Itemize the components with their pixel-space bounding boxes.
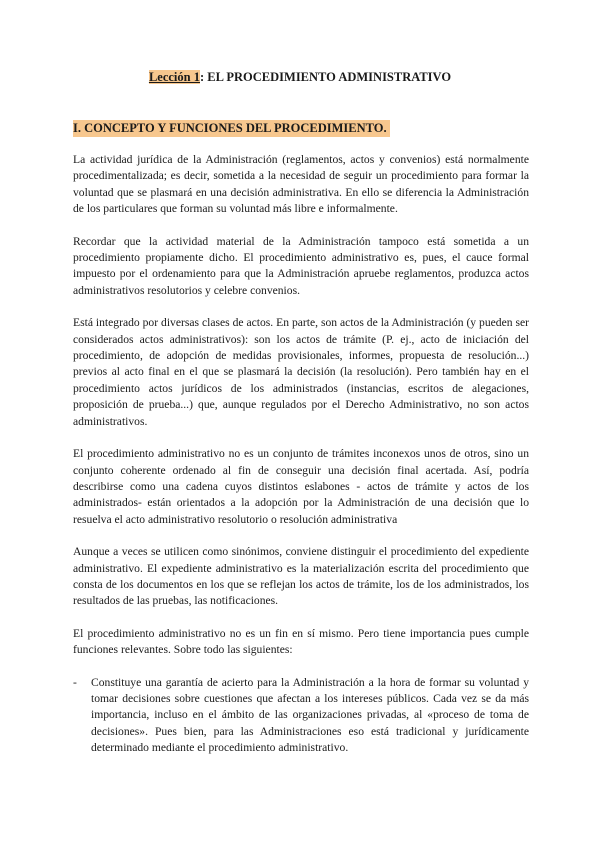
title-text: : EL PROCEDIMIENTO ADMINISTRATIVO — [199, 70, 452, 84]
paragraph: Recordar que la actividad material de la Administración tampoco está sometida a un procedimiento propiamente dicho. El procedimiento administrativo es, pues, el cauce formal impuesto por el ordenamiento para que la Administración apruebe reglamentos, produzca actos administrativos resolutorios y celebre convenios. — [73, 234, 529, 297]
functions-list — [73, 675, 529, 757]
page-title — [0, 70, 600, 85]
paragraph: Aunque a veces se utilicen como sinónimos, conviene distinguir el procedimiento del expediente administrativo. El expediente administrativo es la materialización escrita del procedimiento que consta de los documentos en los que se reflejan los actos de trámite, los de los administrados, los resultados de las pruebas, las notificaciones. — [73, 545, 529, 608]
paragraph: Está integrado por diversas clases de actos. En parte, son actos de la Administración (y pueden ser considerados actos administrativos): son los actos de trámite (P. ej., acto de iniciación del procedimiento, de adopción de medidas provisionales, informes, propuesta de resolución...) previos al acto final en el que se plasmará la decisión (la resolución). Pero también hay en el procedimiento actos jurídicos de los administrados (instancias, escritos de alegaciones, proposición de prueba...) que, aunque regulados por el Derecho Administrativo, no son actos administrativos. — [73, 316, 529, 428]
title-lesson-number: Lección 1 — [148, 70, 200, 84]
section-heading: I. CONCEPTO Y FUNCIONES DEL PROCEDIMIENTO. — [73, 120, 390, 137]
list-item — [73, 675, 529, 757]
document-body — [73, 152, 529, 757]
list-marker: - — [73, 675, 77, 689]
paragraph: El procedimiento administrativo no es un conjunto de trámites inconexos unos de otros, sino un conjunto coherente ordenado al fin de conseguir una decisión final acertada. Así, podría describirse como una cadena cuyos distintos eslabones - actos de trámite y actos de los administrados- están orientados a la adopción por la Administración de una decisión que lo resuelva el acto administrativo resolutorio o resolución administrativa — [73, 447, 529, 526]
list-item-text: Constituye una garantía de acierto para la Administración a la hora de formar su voluntad y tomar decisiones sobre cuestiones que afectan a los intereses públicos. Cada vez se da más importancia, incluso en el ámbito de las organizaciones privadas, al «proceso de toma de decisiones». Pues bien, para las Administraciones eso está tradicional y jurídicamente determinado mediante el procedimiento administrativo. — [91, 675, 529, 755]
paragraph: La actividad jurídica de la Administración (reglamentos, actos y convenios) está normalmente procedimentalizada; es decir, sometida a la necesidad de seguir un procedimiento para formar la voluntad que se plasmará en una decisión administrativa. En ello se diferencia la Administración de los particulares que forman su voluntad más libre e informalmente. — [73, 153, 529, 216]
paragraph: El procedimiento administrativo no es un fin en sí mismo. Pero tiene importancia pues cumple funciones relevantes. Sobre todo las siguientes: — [73, 626, 529, 657]
